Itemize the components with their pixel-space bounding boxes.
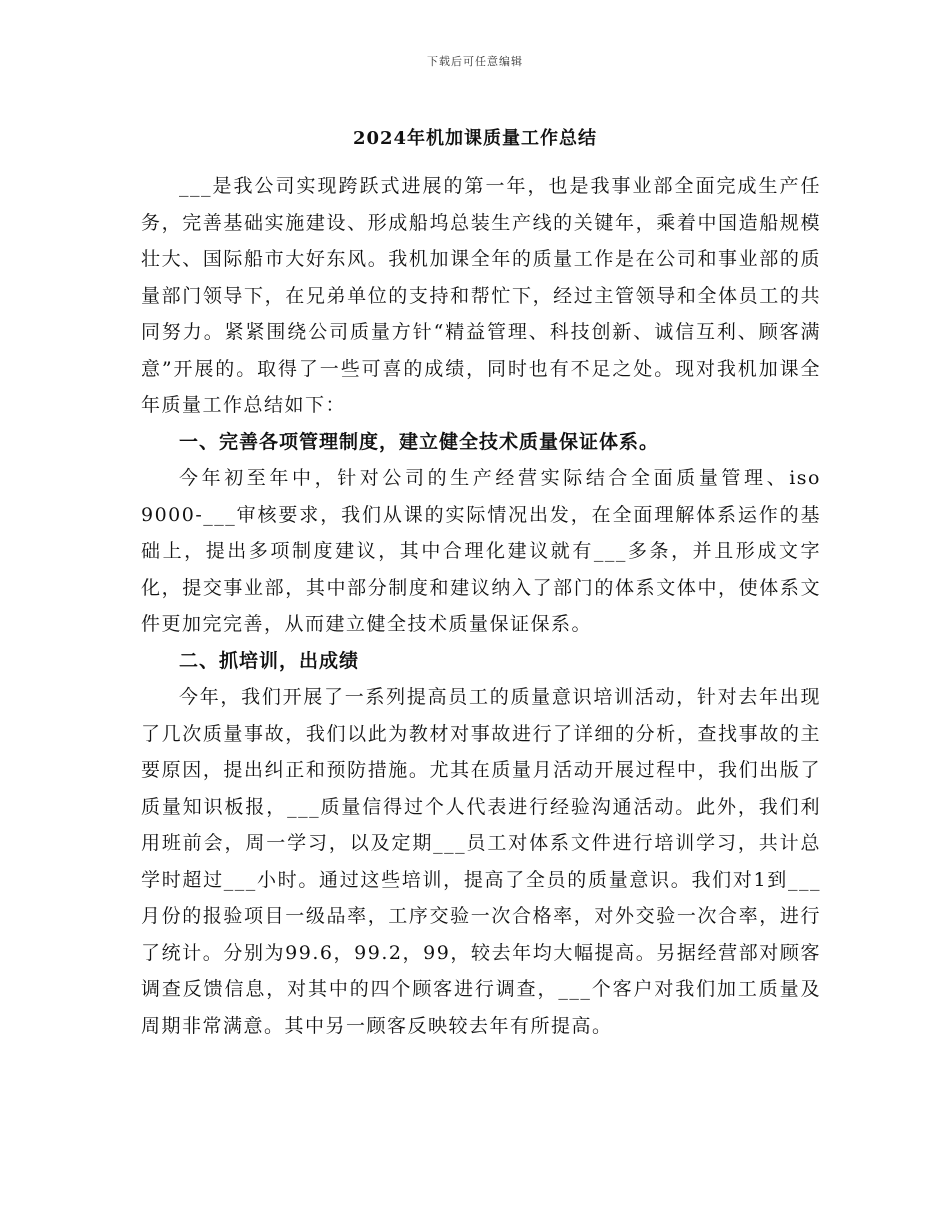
document-body — [141, 168, 821, 1044]
page-header-note: 下载后可任意编辑 — [427, 55, 523, 68]
document-title: 2024年机加课质量工作总结 — [352, 128, 598, 149]
section-heading-training: 二、抓培训，出成绩 — [179, 649, 360, 672]
section-paragraph-management: 今年初至年中，针对公司的生产经营实际结合全面质量管理、iso 9000-___审核要求，我们从课的实际情况出发，在全面理解体系运作的基础上，提出多项制度建议，其中合理化建议就有___多条，并且形成文字化，提交事业部，其中部分制度和建议纳入了部门的体系文体中，使体系文件更加完完善，从而建立健全技术质量保证保系。 — [141, 467, 821, 635]
section-heading-management: 一、完善各项管理制度，建立健全技术质量保证体系。 — [179, 430, 660, 453]
section-paragraph-training: 今年，我们开展了一系列提高员工的质量意识培训活动，针对去年出现了几次质量事故，我们以此为教材对事故进行了详细的分析，查找事故的主要原因，提出纠正和预防措施。尤其在质量月活动开展过程中，我们出版了质量知识板报，___质量信得过个人代表进行经验沟通活动。此外，我们利用班前会，周一学习，以及定期___员工对体系文件进行培训学习，共计总学时超过___小时。通过这些培训，提高了全员的质量意识。我们对1到___月份的报验项目一级品率，工序交验一次合格率，对外交验一次合率，进行了统计。分别为99.6，99.2，99，较去年均大幅提高。另据经营部对顾客调查反馈信息，对其中的四个顾客进行调查，___个客户对我们加工质量及周期非常满意。其中另一顾客反映较去年有所提高。 — [141, 686, 821, 1037]
intro-paragraph: ___是我公司实现跨跃式进展的第一年，也是我事业部全面完成生产任务，完善基础实施建设、形成船坞总装生产线的关键年，乘着中国造船规模壮大、国际船市大好东风。我机加课全年的质量工作是在公司和事业部的质量部门领导下，在兄弟单位的支持和帮忙下，经过主管领导和全体员工的共同努力。紧紧围绕公司质量方针“精益管理、科技创新、诚信互利、顾客满意”开展的。取得了一些可喜的成绩，同时也有不足之处。现对我机加课全年质量工作总结如下： — [141, 175, 821, 416]
